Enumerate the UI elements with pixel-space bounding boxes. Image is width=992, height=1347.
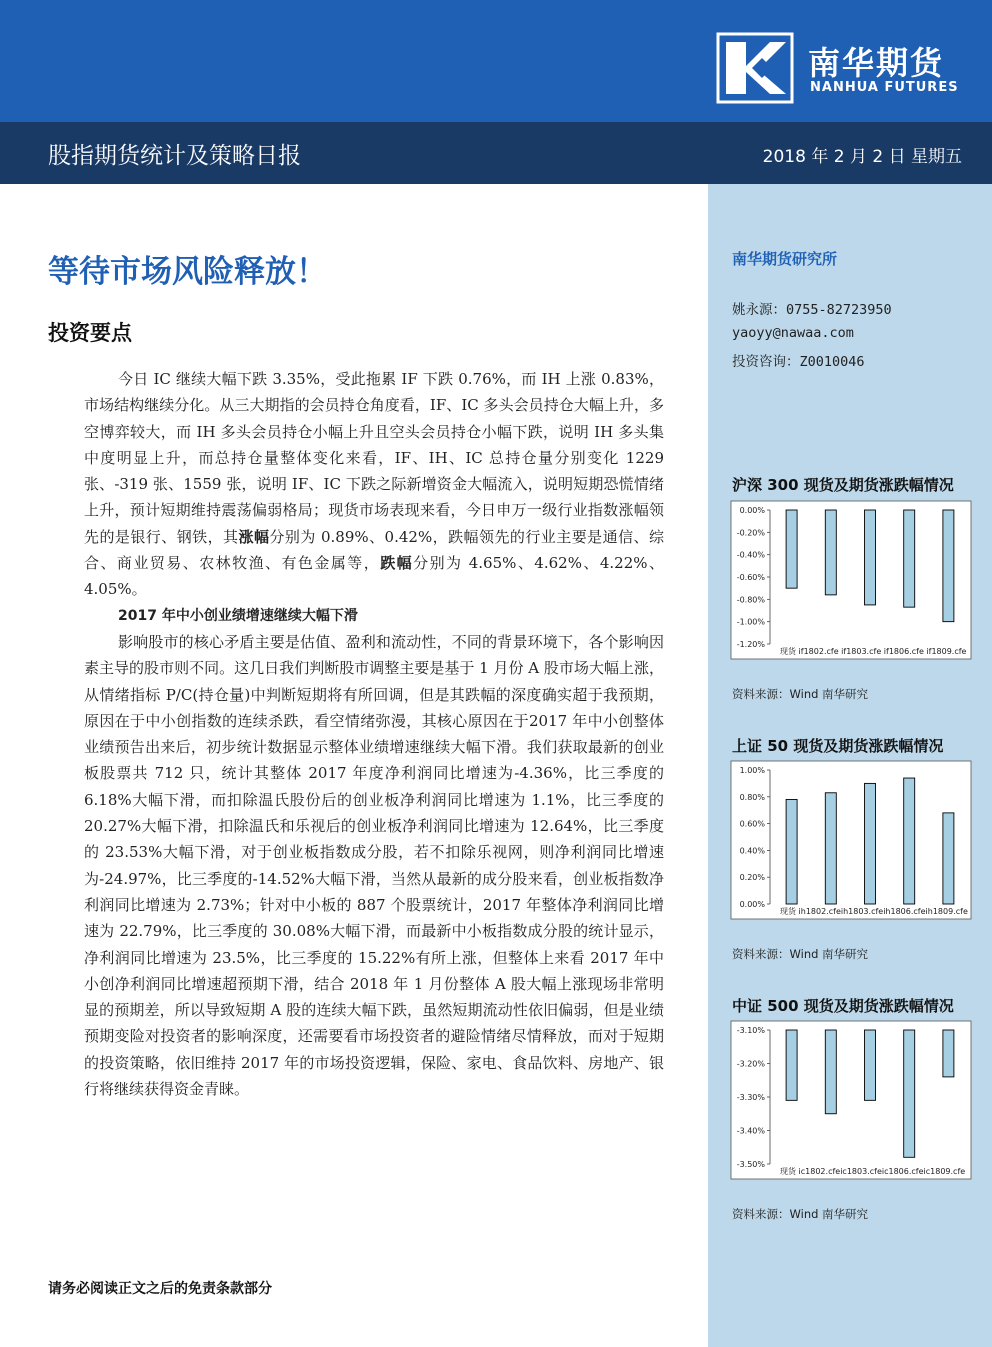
section-heading: 投资要点 (48, 321, 132, 345)
institute-name: 南华期货研究所 (732, 250, 838, 268)
y-tick-label: -0.20% (736, 528, 765, 538)
y-tick-label: 1.00% (739, 766, 765, 775)
title-bar (0, 122, 992, 184)
bar-ic1809.cfe (943, 1030, 954, 1077)
chart-frame (731, 761, 971, 919)
y-tick-label: 0.80% (739, 792, 765, 802)
paragraph-text: 分别为 4.65%、4.62%、4.22%、4.05%。 (84, 554, 664, 599)
y-tick-label: 0.60% (739, 819, 765, 829)
analyst-contact: 姚永源：0755-82723950 (732, 302, 892, 318)
analyst-email: yaoyy@nawaa.com (732, 325, 854, 341)
chart-zz500 (730, 1020, 972, 1180)
x-tick-labels: 现货 ih1802.cfeih1803.cfeih1806.cfeih1809.cfe (780, 907, 968, 916)
subheading: 2017 年中小创业绩增速继续大幅下滑 (118, 607, 358, 624)
nanhua-logo-icon (716, 32, 800, 104)
bar-现货 (786, 799, 797, 904)
chart-hs300 (730, 500, 972, 660)
y-tick-label: -1.20% (736, 640, 765, 649)
y-tick-label: -3.40% (736, 1126, 765, 1136)
y-tick-label: 0.40% (739, 846, 765, 856)
y-tick-label: -3.20% (736, 1059, 765, 1069)
bold-keyword: 涨幅 (238, 527, 270, 546)
bar-ih1806.cfe (904, 778, 915, 904)
y-tick-label: -1.00% (736, 617, 765, 627)
chart-title-sz50: 上证 50 现货及期货涨跌幅情况 (732, 737, 944, 755)
chart-frame (731, 501, 971, 659)
headline: 等待市场风险释放！ (48, 254, 327, 290)
x-tick-labels: 现货 ic1802.cfeic1803.cfeic1806.cfeic1809.cfe (780, 1167, 966, 1176)
bar-ic1806.cfe (904, 1030, 915, 1157)
chart-source-hs300: 资料来源：Wind 南华研究 (732, 687, 869, 701)
bar-现货 (786, 1030, 797, 1100)
logo-chinese-name: 南华期货 (808, 44, 945, 82)
y-tick-label: 0.00% (739, 506, 765, 515)
bar-ic1802.cfe (825, 1030, 836, 1114)
bold-keyword: 跌幅 (380, 554, 414, 573)
y-tick-label: -3.50% (736, 1160, 765, 1169)
y-tick-label: -0.40% (736, 550, 765, 560)
disclaimer-note: 请务必阅读正文之后的免责条款部分 (48, 1281, 272, 1297)
report-date: 2018 年 2 月 2 日 星期五 (762, 147, 962, 167)
bar-if1806.cfe (904, 510, 915, 607)
chart-title-hs300: 沪深 300 现货及期货涨跌幅情况 (732, 476, 954, 494)
chart-frame (731, 1021, 971, 1179)
chart-sz50 (730, 760, 972, 920)
bar-if1802.cfe (825, 510, 836, 595)
y-tick-label: -0.60% (736, 573, 765, 582)
bar-if1809.cfe (943, 510, 954, 622)
paragraph-text: 分别为 0.89%、0.42%，跌幅领先的行业主要是通信、综合、商业贸易、农林牧渔、有色金属等， (84, 527, 664, 573)
y-tick-label: -3.10% (736, 1026, 765, 1035)
license-number: 投资咨询：Z0010046 (732, 354, 865, 370)
paragraph-market-summary (84, 366, 664, 603)
bar-ih1803.cfe (865, 783, 876, 904)
chart-source-zz500: 资料来源：Wind 南华研究 (732, 1207, 869, 1221)
report-body (84, 366, 664, 1102)
chart-title-zz500: 中证 500 现货及期货涨跌幅情况 (732, 997, 954, 1015)
bar-if1803.cfe (865, 510, 876, 605)
bar-ih1802.cfe (825, 793, 836, 904)
paragraph-analysis: 影响股市的核心矛盾主要是估值、盈利和流动性，不同的背景环境下，各个影响因素主导的股市则不同。这几日我们判断股市调整主要是基于 1 月份 A 股市场大幅上涨，从情绪指标 P/C(持仓量)中判断短期将有所回调，但是其跌幅的深度确实超于我预期，原因在于中小创指数的连续杀跌，看空情绪弥漫，其核心原因在于2017 年中小创整体业绩预告出来后，初步统计数据显示整体业绩增速继续大幅下滑。我们获取最新的创业板股票共 712 只，统计其整体 2017 年度净利润同比增速为-4.36%，比三季度的 6.18%大幅下滑，而扣除温氏股份后的创业板净利润同比增速为 1.1%，比三季度的 20.27%大幅下滑，扣除温氏和乐视后的创业板净利润同比增速为 12.64%，比三季度的 23.53%大幅下滑，对于创业板指数成分股，若不扣除乐视网，则净利润同比增速为-24.97%，比三季度的-14.52%大幅下滑，当然从最新的成分股来看，创业板指数净利润同比增速为 2.73%；针对中小板的 887 个股票统计，2017 年整体净利润同比增速为 22.79%，比三季度的 30.08%大幅下滑，而最新中小板指数成分股的统计显示，净利润同比增速为 23.5%，比三季度的 15.22%有所上涨，但整体上来看 2017 年中小创净利润同比增速超预期下滑，结合 2018 年 1 月份整体 A 股大幅上涨现场非常明显的预期差，所以导致短期 A 股的连续大幅下跌，虽然短期流动性依旧偏弱，但是业绩预期变险对投资者的影响深度，还需要看市场投资者的避险情绪尽情释放，而对于短期的投资策略，依旧维持 2017 年的市场投资逻辑，保险、家电、食品饮料、房地产、银行将继续获得资金青睐。 (84, 632, 664, 1099)
y-tick-label: -3.30% (736, 1093, 765, 1102)
x-tick-labels: 现货 if1802.cfe if1803.cfe if1806.cfe if1809.cfe (780, 647, 967, 656)
company-logo (716, 32, 976, 104)
bar-ic1803.cfe (865, 1030, 876, 1100)
y-tick-label: 0.00% (739, 900, 765, 909)
y-tick-label: 0.20% (739, 873, 765, 883)
top-banner (0, 0, 992, 122)
report-title: 股指期货统计及策略日报 (48, 143, 301, 169)
logo-english-name: NANHUA FUTURES (810, 80, 959, 95)
bar-ih1809.cfe (943, 813, 954, 904)
chart-source-sz50: 资料来源：Wind 南华研究 (732, 947, 869, 961)
y-tick-label: -0.80% (736, 595, 765, 605)
bar-现货 (786, 510, 797, 588)
paragraph-text: 今日 IC 继续大幅下跌 3.35%，受此拖累 IF 下跌 0.76%，而 IH 上涨 0.83%，市场结构继续分化。从三大期指的会员持仓角度看，IF、IC 多头会员持仓大幅上升，多空博弈较大，而 IH 多头会员持仓小幅上升且空头会员持仓小幅下跌，说明 IH 多头集中度明显上升，而总持仓量整体变化来看，IF、IH、IC 总持仓量分别变化 1229 张、-319 张、1559 张，说明 IF、IC 下跌之际新增资金大幅流入，说明短期恐慌情绪上升，预计短期维持震荡偏弱格局；现货市场表现来看，今日申万一级行业指数涨幅领先的是银行、钢铁，其 (84, 370, 664, 546)
